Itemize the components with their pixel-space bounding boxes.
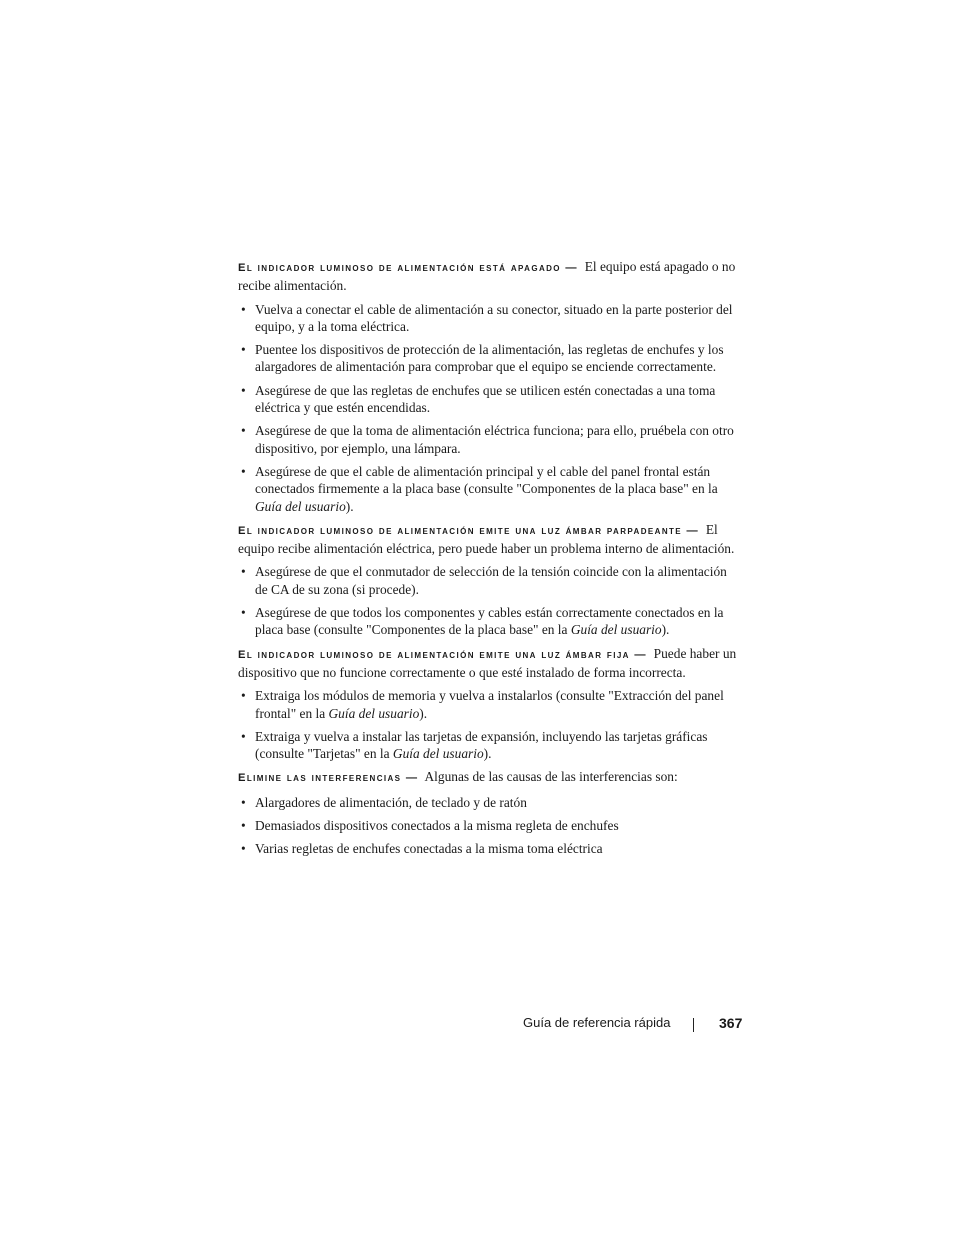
section-intro: Algunas de las causas de las interferencias son: [424,769,678,785]
reference-title: Guía del usuario [392,746,484,762]
bullet-icon: • [241,728,246,744]
bullet-icon: • [241,564,246,580]
reference-title: Guía del usuario [570,622,662,638]
section-lead-paragraph [238,521,738,558]
bullet-list [238,794,738,858]
list-item-text: Asegúrese de que las regletas de enchufes que se utilicen estén conectadas a una toma eléctrica y que estén encendidas. [255,382,716,416]
list-item-text: Varias regletas de enchufes conectadas a la misma toma eléctrica [255,841,603,857]
list-item [238,301,738,336]
bullet-icon: • [241,841,246,857]
list-item [238,817,738,834]
list-item-text: Extraiga y vuelva a instalar las tarjetas de expansión, incluyendo las tarjetas gráficas (consulte "Tarjetas" en la [255,728,708,762]
list-item [238,463,738,515]
footer-title: Guía de referencia rápida [523,1015,671,1030]
list-item [238,728,738,763]
list-item-text: Asegúrese de que el cable de alimentación principal y el cable del panel frontal están conectados firmemente a la placa base (consulte "Componentes de la placa base" en la [255,463,718,497]
reference-title: Guía del usuario [255,498,346,514]
section-lead-paragraph [238,768,738,787]
bullet-icon: • [241,382,246,398]
list-item-text: ). [483,746,492,762]
list-item [238,382,738,417]
document-body [238,258,738,864]
section-heading: El indicador luminoso de alimentación está apagado — [238,262,579,274]
list-item-text: Extraiga los módulos de memoria y vuelva a instalarlos (consulte "Extracción del panel frontal" en la [255,688,724,721]
list-item [238,422,738,457]
bullet-icon: • [241,423,246,439]
list-item [238,840,738,857]
section-intro: El equipo recibe alimentación eléctrica, pero puede haber un problema interno de alimentación. [238,521,735,557]
bullet-icon: • [241,342,246,358]
list-item-text: Asegúrese de que todos los componentes y cables están correctamente conectados en la placa base (consulte "Componentes de la placa base" en la [255,605,724,638]
section-intro: Puede haber un dispositivo que no funcione correctamente o que esté instalado de forma incorrecta. [238,645,737,680]
bullet-list [238,687,738,762]
troubleshooting-section [238,258,738,515]
section-lead-paragraph [238,645,738,682]
section-heading: El indicador luminoso de alimentación emite una luz ámbar parpadeante — [238,524,700,537]
list-item-text: ). [419,705,428,721]
page-number: 367 [719,1015,743,1031]
list-item [238,563,738,598]
list-item [238,341,738,376]
troubleshooting-section [238,521,738,639]
list-item-text: Demasiados dispositivos conectados a la misma regleta de enchufes [255,818,619,834]
list-item [238,604,738,639]
bullet-icon: • [241,794,246,810]
list-item-text: Asegúrese de que el conmutador de selección de la tensión coincide con la alimentación de CA de su zona (si procede). [255,564,727,597]
list-item [238,794,738,811]
troubleshooting-section [238,645,738,763]
bullet-icon: • [241,605,246,621]
list-item-text: ). [661,622,670,638]
list-item-text: Vuelva a conectar el cable de alimentación a su conector, situado en la parte posterior del equipo, y a la toma eléctrica. [255,301,733,334]
section-lead-paragraph [238,258,738,295]
list-item-text: ). [345,498,354,514]
bullet-icon: • [241,688,246,704]
list-item-text: Alargadores de alimentación, de teclado y de ratón [255,794,527,810]
reference-title: Guía del usuario [328,705,420,721]
bullet-icon: • [241,818,246,834]
section-heading: El indicador luminoso de alimentación emite una luz ámbar fija — [238,648,647,661]
bullet-list [238,301,738,515]
bullet-icon: • [241,463,246,479]
section-heading: Elimine las interferencias — [238,772,419,785]
list-item [238,687,738,722]
troubleshooting-section [238,768,738,857]
bullet-list [238,563,738,638]
page-footer [523,1015,743,1035]
footer-separator [693,1018,694,1032]
list-item-text: Puentee los dispositivos de protección de la alimentación, las regletas de enchufes y los alargadores de alimentación para comprobar que el equipo se enciende correctamente. [255,342,724,375]
list-item-text: Asegúrese de que la toma de alimentación eléctrica funciona; para ello, pruébela con otro dispositivo, por ejemplo, una lámpara. [255,423,734,456]
section-intro: El equipo está apagado o no recibe alimentación. [238,259,736,294]
bullet-icon: • [241,301,246,317]
